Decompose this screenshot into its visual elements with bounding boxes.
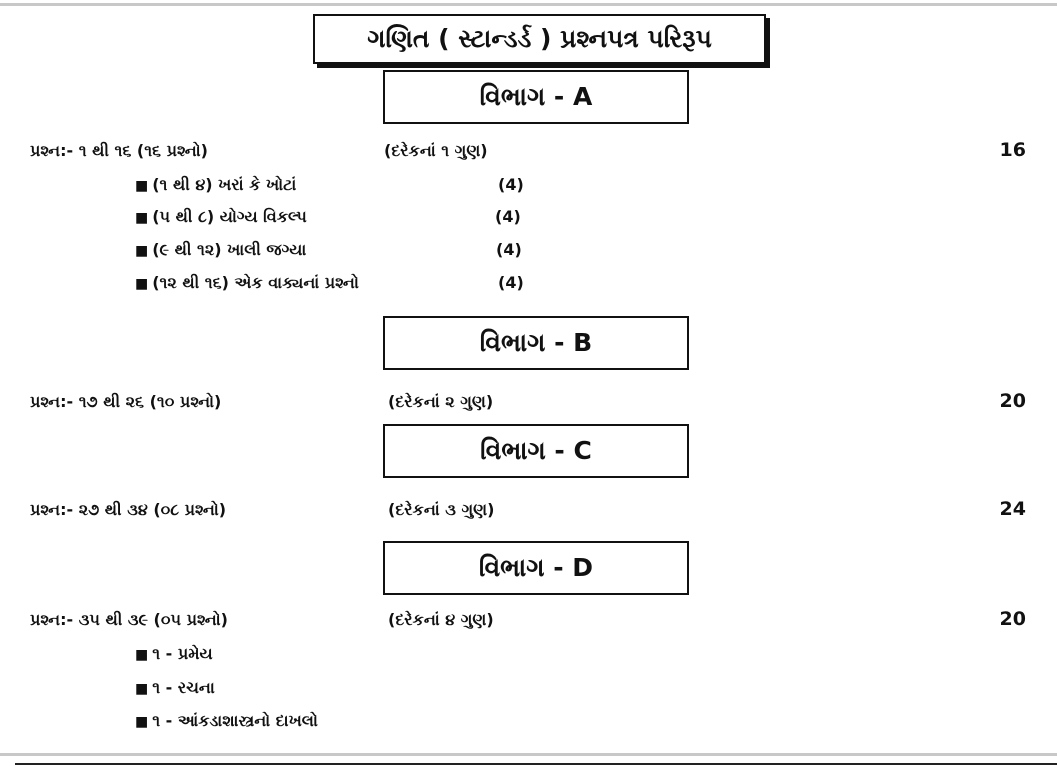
bullet-icon: ■ [135,210,149,226]
page-title: ગણિત ( સ્ટાન્ડર્ડ ) પ્રશ્નપત્ર પરિરૂપ [313,14,766,64]
section-a-item-4-count: (4) [498,273,524,292]
bullet-icon: ■ [135,647,149,663]
section-d-marks-each: (દરેકનાં ૪ ગુણ) [388,610,494,629]
item-label: (૯ થી ૧૨) ખાલી જગ્યા [152,240,307,259]
section-b-heading: વિભાગ - B [383,316,689,370]
section-d-item-3 [135,710,318,733]
section-d-heading: વિભાગ - D [383,541,689,595]
section-a-item-2-count: (4) [495,207,521,226]
section-d-question-range: પ્રશ્ન:- ૩૫ થી ૩૯ (૦૫ પ્રશ્નો) [30,610,228,629]
item-label: (૧ થી ૪) ખરાં કે ખોટાં [152,175,297,194]
section-d-item-2 [135,677,215,700]
section-d-total-marks: 20 [999,608,1026,630]
item-label: ૧ - પ્રમેય [152,644,213,663]
item-label: (૫ થી ૮) યોગ્ય વિકલ્પ [152,207,307,226]
bottom-divider [0,753,1057,756]
section-a-item-3-count: (4) [496,240,522,259]
section-c-heading: વિભાગ - C [383,424,689,478]
item-label: (૧૨ થી ૧૬) એક વાક્યનાં પ્રશ્નો [152,273,359,292]
section-a-item-3 [135,239,306,262]
section-b-total-marks: 20 [999,390,1026,412]
section-a-item-2 [135,206,307,229]
footer-rule [15,763,1057,765]
section-a-marks-each: (દરેકનાં ૧ ગુણ) [384,141,488,160]
section-c-total-marks: 24 [999,498,1026,520]
section-a-heading: વિભાગ - A [383,70,689,124]
item-label: ૧ - આંકડાશાસ્ત્રનો દાખલો [152,711,318,730]
section-a-total-marks: 16 [999,139,1026,161]
top-divider [0,3,1057,6]
section-d-item-1 [135,643,213,666]
section-a-item-1-count: (4) [498,175,524,194]
item-label: ૧ - રચના [152,678,215,697]
section-b-marks-each: (દરેકનાં ૨ ગુણ) [388,392,494,411]
section-a-item-1 [135,174,296,197]
section-a-question-range: પ્રશ્ન:- ૧ થી ૧૬ (૧૬ પ્રશ્નો) [30,141,208,160]
section-c-marks-each: (દરેકનાં ૩ ગુણ) [388,500,495,519]
section-b-question-range: પ્રશ્ન:- ૧૭ થી ૨૬ (૧૦ પ્રશ્નો) [30,392,222,411]
section-c-question-range: પ્રશ્ન:- ૨૭ થી ૩૪ (૦૮ પ્રશ્નો) [30,500,227,519]
bullet-icon: ■ [135,714,149,730]
bullet-icon: ■ [135,681,149,697]
bullet-icon: ■ [135,243,149,259]
section-a-item-4 [135,272,359,295]
bullet-icon: ■ [135,276,149,292]
bullet-icon: ■ [135,178,149,194]
